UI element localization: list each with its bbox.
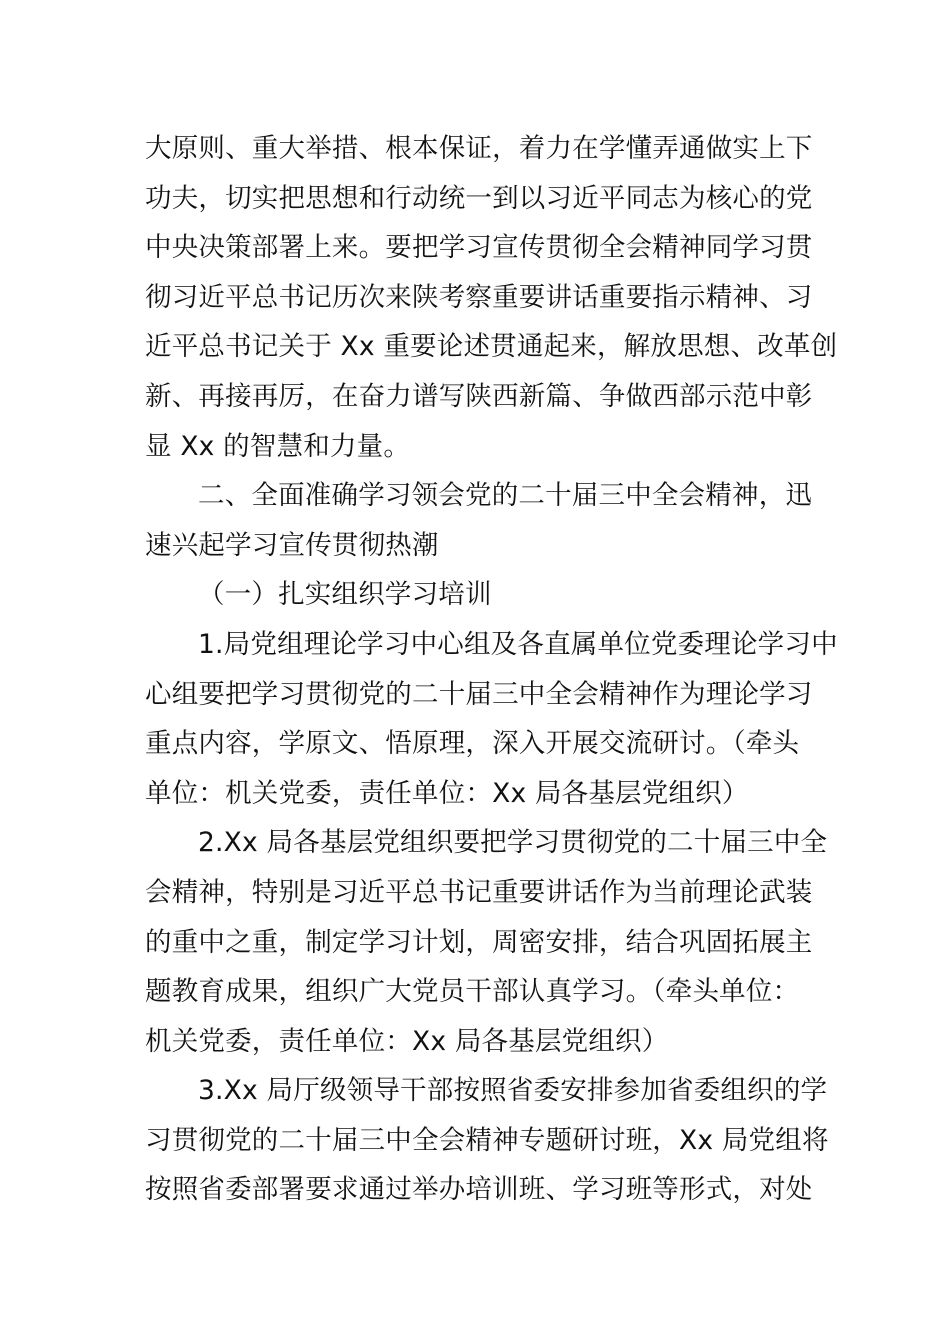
text-line: （一）扎实组织学习培训: [198, 579, 492, 611]
text-line: 中央决策部署上来。要把学习宣传贯彻全会精神同学习贯: [145, 232, 813, 264]
text-line: 重点内容，学原文、悟原理，深入开展交流研讨。（牵头: [145, 728, 800, 760]
paragraph-intro: [145, 124, 838, 471]
text-line: 彻习近平总书记历次来陕考察重要讲话重要指示精神、习: [145, 281, 813, 313]
text-line: 速兴起学习宣传贯彻热潮: [145, 529, 439, 561]
text-line: 的重中之重，制定学习计划，周密安排，结合巩固拓展主: [145, 926, 813, 958]
text-line: 显 Xx 的智慧和力量。: [145, 430, 411, 462]
text-line: 新、再接再厉，在奋力谱写陕西新篇、争做西部示范中彰: [145, 380, 813, 412]
text-line: 近平总书记关于 Xx 重要论述贯通起来，解放思想、改革创: [145, 331, 838, 363]
list-item-1: [145, 620, 838, 818]
text-line: 功夫，切实把思想和行动统一到以习近平同志为核心的党: [145, 182, 813, 214]
text-line: 3.Xx 局厅级领导干部按照省委安排参加省委组织的学: [198, 1075, 828, 1107]
text-line: 按照省委部署要求通过举办培训班、学习班等形式，对处: [145, 1174, 813, 1206]
text-line: 题教育成果，组织广大党员干部认真学习。（牵头单位：: [145, 976, 800, 1008]
text-line: 二、全面准确学习领会党的二十届三中全会精神，迅: [198, 480, 813, 512]
list-item-2: [145, 818, 828, 1066]
text-line: 2.Xx 局各基层党组织要把学习贯彻党的二十届三中全: [198, 827, 828, 859]
list-item-3: [145, 1066, 829, 1215]
text-line: 习贯彻党的二十届三中全会精神专题研讨班，Xx 局党组将: [145, 1124, 829, 1156]
section-heading-2: [145, 471, 813, 570]
text-line: 会精神，特别是习近平总书记重要讲话作为当前理论武装: [145, 876, 813, 908]
document-body: [145, 124, 838, 1215]
text-line: 心组要把学习贯彻党的二十届三中全会精神作为理论学习: [145, 678, 813, 710]
text-line: 单位：机关党委，责任单位：Xx 局各基层党组织）: [145, 777, 749, 809]
text-line: 大原则、重大举措、根本保证，着力在学懂弄通做实上下: [145, 133, 813, 164]
subsection-heading-1: [145, 570, 810, 620]
text-line: 1.局党组理论学习中心组及各直属单位党委理论学习中: [198, 628, 838, 660]
text-line: 机关党委，责任单位：Xx 局各基层党组织）: [145, 1025, 669, 1057]
